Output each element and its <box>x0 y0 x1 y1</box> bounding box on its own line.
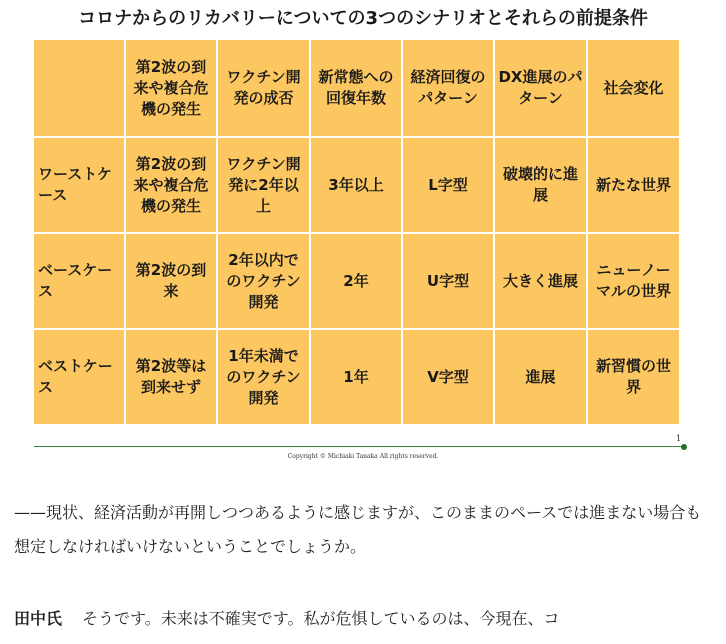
scenario-table <box>32 38 681 426</box>
table-cell: L字型 <box>402 137 494 233</box>
table-corner-cell <box>33 39 125 137</box>
table-cell: 破壊的に進展 <box>494 137 587 233</box>
table-cell: ワクチン開発に2年以上 <box>217 137 310 233</box>
slide-title: コロナからのリカバリーについての3つのシナリオとそれらの前提条件 <box>78 8 648 29</box>
copyright-notice: Copyright © Michiaki Tanaka All rights reserved. <box>287 453 439 460</box>
interview-answer <box>14 602 704 636</box>
footer-divider <box>34 446 685 447</box>
row-label-worst: ワーストケース <box>33 137 125 233</box>
row-label-base: ベースケース <box>33 233 125 329</box>
table-cell: ニューノーマルの世界 <box>587 233 680 329</box>
header-vaccine: ワクチン開発の成否 <box>217 39 310 137</box>
page-number: 1 <box>676 434 682 443</box>
table-cell: 2年以内でのワクチン開発 <box>217 233 310 329</box>
table-row <box>33 137 680 233</box>
table-row <box>33 233 680 329</box>
table-cell: 1年未満でのワクチン開発 <box>217 329 310 425</box>
interview-question: ——現状、経済活動が再開しつつあるように感じますが、このままのペースでは進まない場合も想定しなければいけないということでしょうか。 <box>14 503 702 556</box>
table-cell: 3年以上 <box>310 137 402 233</box>
table-cell: 大きく進展 <box>494 233 587 329</box>
table-cell: 第2波の到来 <box>125 233 217 329</box>
table-cell: 新たな世界 <box>587 137 680 233</box>
header-social-change: 社会変化 <box>587 39 680 137</box>
table-cell: 2年 <box>310 233 402 329</box>
table-cell: V字型 <box>402 329 494 425</box>
header-second-wave: 第2波の到来や複合危機の発生 <box>125 39 217 137</box>
answer-text: そうです。未来は不確実です。私が危惧しているのは、今現在、コ <box>82 609 560 628</box>
table-header-row <box>33 39 680 137</box>
header-dx-pattern: DX進展のパターン <box>494 39 587 137</box>
header-economic-pattern: 経済回復のパターン <box>402 39 494 137</box>
speaker-name: 田中氏 <box>14 609 63 628</box>
row-label-best: ベストケース <box>33 329 125 425</box>
table-row <box>33 329 680 425</box>
table-cell: 第2波等は到来せず <box>125 329 217 425</box>
table-cell: 進展 <box>494 329 587 425</box>
footer-dot-marker <box>681 444 687 450</box>
table-cell: 第2波の到来や複合危機の発生 <box>125 137 217 233</box>
table-cell: 新習慣の世界 <box>587 329 680 425</box>
table-cell: 1年 <box>310 329 402 425</box>
header-recovery-years: 新常態への回復年数 <box>310 39 402 137</box>
table-cell: U字型 <box>402 233 494 329</box>
